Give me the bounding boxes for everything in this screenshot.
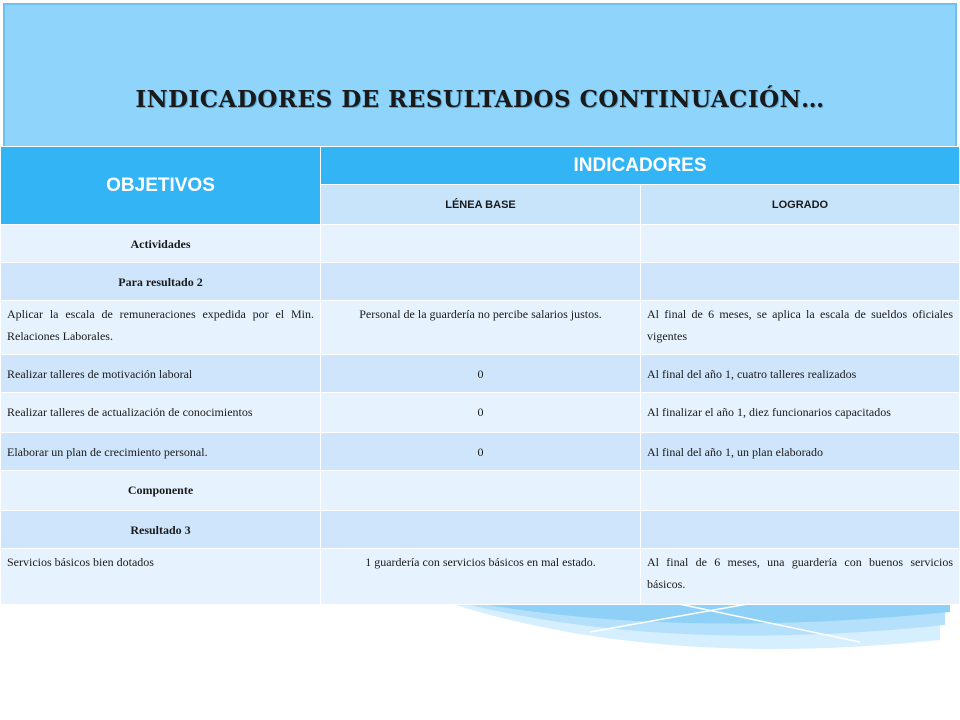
cell-linea-base: 1 guardería con servicios básicos en mal estado. [321, 549, 641, 605]
cell-linea-base [321, 263, 641, 301]
cell-objetivo: Elaborar un plan de crecimiento personal. [1, 433, 321, 471]
table-row [1, 355, 960, 393]
cell-logrado [641, 263, 960, 301]
cell-logrado [641, 471, 960, 511]
cell-logrado: Al final del año 1, cuatro talleres realizados [641, 355, 960, 393]
cell-linea-base [321, 471, 641, 511]
cell-objetivo: Servicios básicos bien dotados [1, 549, 321, 605]
cell-linea-base: 0 [321, 355, 641, 393]
header-objetivos: OBJETIVOS [1, 147, 321, 225]
cell-objetivo: Actividades [1, 225, 321, 263]
cell-objetivo: Para resultado 2 [1, 263, 321, 301]
table-row [1, 225, 960, 263]
table-row [1, 433, 960, 471]
header-logrado: LOGRADO [641, 185, 960, 225]
cell-objetivo: Componente [1, 471, 321, 511]
header-indicadores: INDICADORES [321, 147, 960, 185]
cell-objetivo: Realizar talleres de motivación laboral [1, 355, 321, 393]
cell-linea-base [321, 511, 641, 549]
cell-logrado: Al final de 6 meses, una guardería con buenos servicios básicos. [641, 549, 960, 605]
cell-logrado: Al finalizar el año 1, diez funcionarios capacitados [641, 393, 960, 433]
table-row [1, 301, 960, 355]
cell-objetivo: Realizar talleres de actualización de conocimientos [1, 393, 321, 433]
cell-objetivo: Resultado 3 [1, 511, 321, 549]
table-row [1, 393, 960, 433]
cell-logrado [641, 225, 960, 263]
cell-logrado: Al final de 6 meses, se aplica la escala de sueldos oficiales vigentes [641, 301, 960, 355]
cell-linea-base: 0 [321, 433, 641, 471]
table-row [1, 511, 960, 549]
header-linea-base: LÉNEA BASE [321, 185, 641, 225]
cell-logrado [641, 511, 960, 549]
table-row [1, 549, 960, 605]
table-row [1, 263, 960, 301]
slide-title: INDICADORES DE RESULTADOS CONTINUACIÓN… [135, 86, 825, 113]
table-row [1, 471, 960, 511]
cell-objetivo: Aplicar la escala de remuneraciones expedida por el Min. Relaciones Laborales. [1, 301, 321, 355]
indicators-table [0, 146, 960, 605]
cell-logrado: Al final del año 1, un plan elaborado [641, 433, 960, 471]
cell-linea-base: 0 [321, 393, 641, 433]
cell-linea-base: Personal de la guardería no percibe salarios justos. [321, 301, 641, 355]
cell-linea-base [321, 225, 641, 263]
